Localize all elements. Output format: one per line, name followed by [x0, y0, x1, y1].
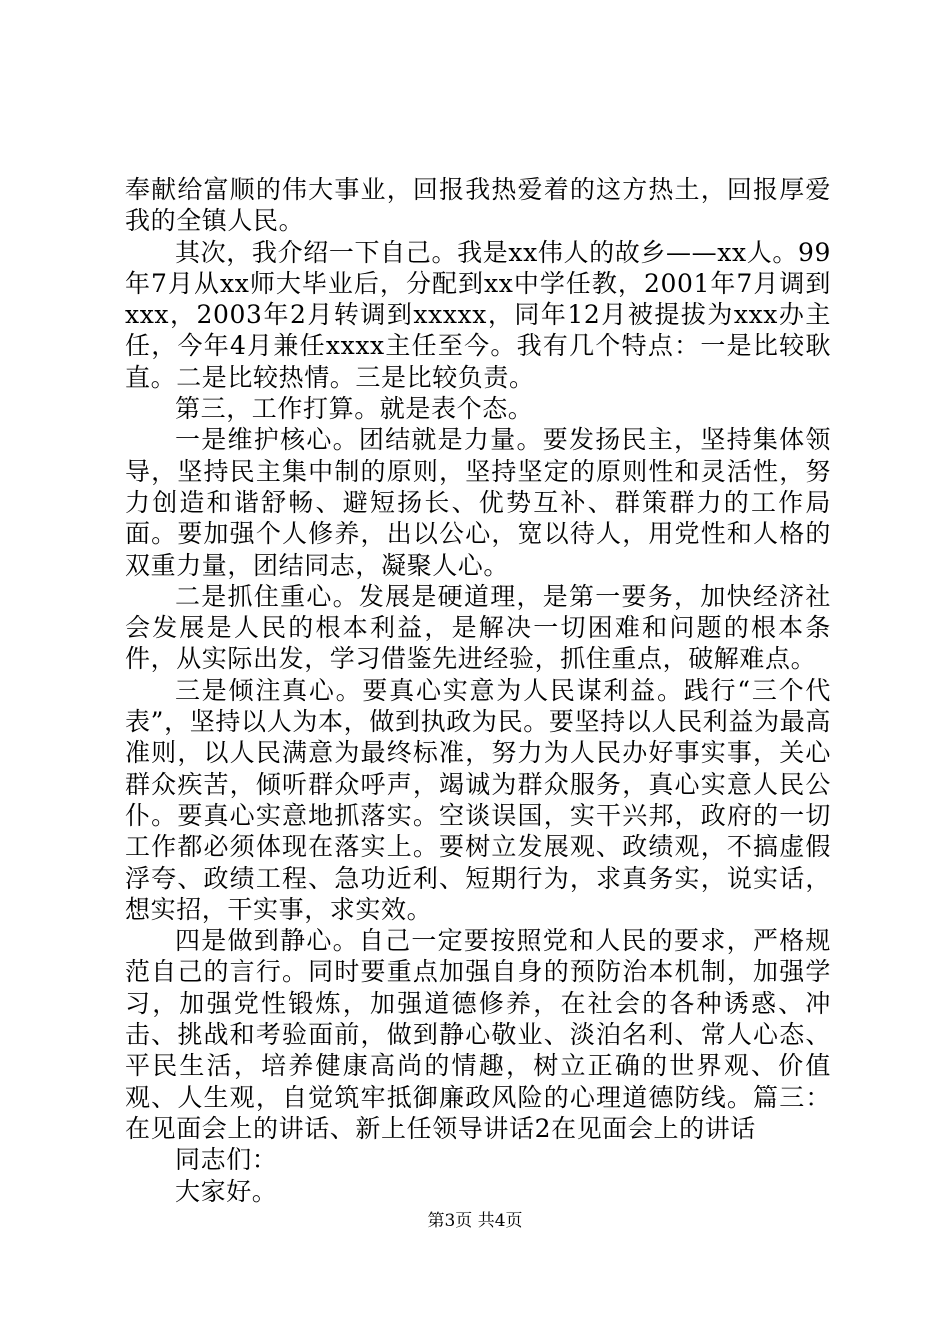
paragraph-work-plan-heading: 第三，工作打算。就是表个态。 — [175, 394, 534, 424]
document-body — [125, 174, 831, 1207]
paragraph-salutation: 同志们： — [175, 1145, 278, 1175]
paragraph-point-three: 三是倾注真心。要真心实意为人民谋利益。践行“三个代表”，坚持以人为本，做到执政为民。要坚持以人民利益为最高准则，以人民满意为最终标准，努力为人民办好事实事，关心群众疾苦，倾听群众呼声，竭诚为群众服务，真心实意人民公仆。要真心实意地抓落实。空谈误国，实干兴邦，政府的一切工作都必须体现在落实上。要树立发展观、政绩观，不搞虚假浮夸、政绩工程、急功近利、短期行为，求真务实，说实话，想实招，干实事，求实效。 — [125, 675, 831, 924]
paragraph-self-introduction: 其次，我介绍一下自己。我是xx伟人的故乡——xx人。99年7月从xx师大毕业后，分配到xx中学任教，2001年7月调到xxx，2003年2月转调到xxxxx，同年12月被提拔为xxx办主任，今年4月兼任xxxx主任至今。我有几个特点：一是比较耿直。二是比较热情。三是比较负责。 — [125, 237, 831, 392]
page-number-footer: 第3页 共4页 — [427, 1211, 523, 1231]
paragraph-greeting: 大家好。 — [175, 1176, 278, 1206]
paragraph-continuation: 奉献给富顺的伟大事业，回报我热爱着的这方热土，回报厚爱我的全镇人民。 — [125, 175, 831, 236]
paragraph-point-one: 一是维护核心。团结就是力量。要发扬民主，坚持集体领导，坚持民主集中制的原则，坚持坚定的原则性和灵活性，努力创造和谐舒畅、避短扬长、优势互补、群策群力的工作局面。要加强个人修养，出以公心，宽以待人，用党性和人格的双重力量，团结同志，凝聚人心。 — [125, 425, 831, 580]
paragraph-point-two: 二是抓住重心。发展是硬道理，是第一要务，加快经济社会发展是人民的根本利益，是解决一切困难和问题的根本条件，从实际出发，学习借鉴先进经验，抓住重点，破解难点。 — [125, 581, 831, 674]
paragraph-point-four: 四是做到静心。自己一定要按照党和人民的要求，严格规范自己的言行。同时要重点加强自身的预防治本机制，加强学习，加强党性锻炼，加强道德修养，在社会的各种诱惑、冲击、挑战和考验面前，做到静心敬业、淡泊名利、常人心态、平民生活，培养健康高尚的情趣，树立正确的世界观、价值观、人生观，自觉筑牢抵御廉政风险的心理道德防线。篇三：在见面会上的讲话、新上任领导讲话2在见面会上的讲话 — [125, 926, 831, 1143]
